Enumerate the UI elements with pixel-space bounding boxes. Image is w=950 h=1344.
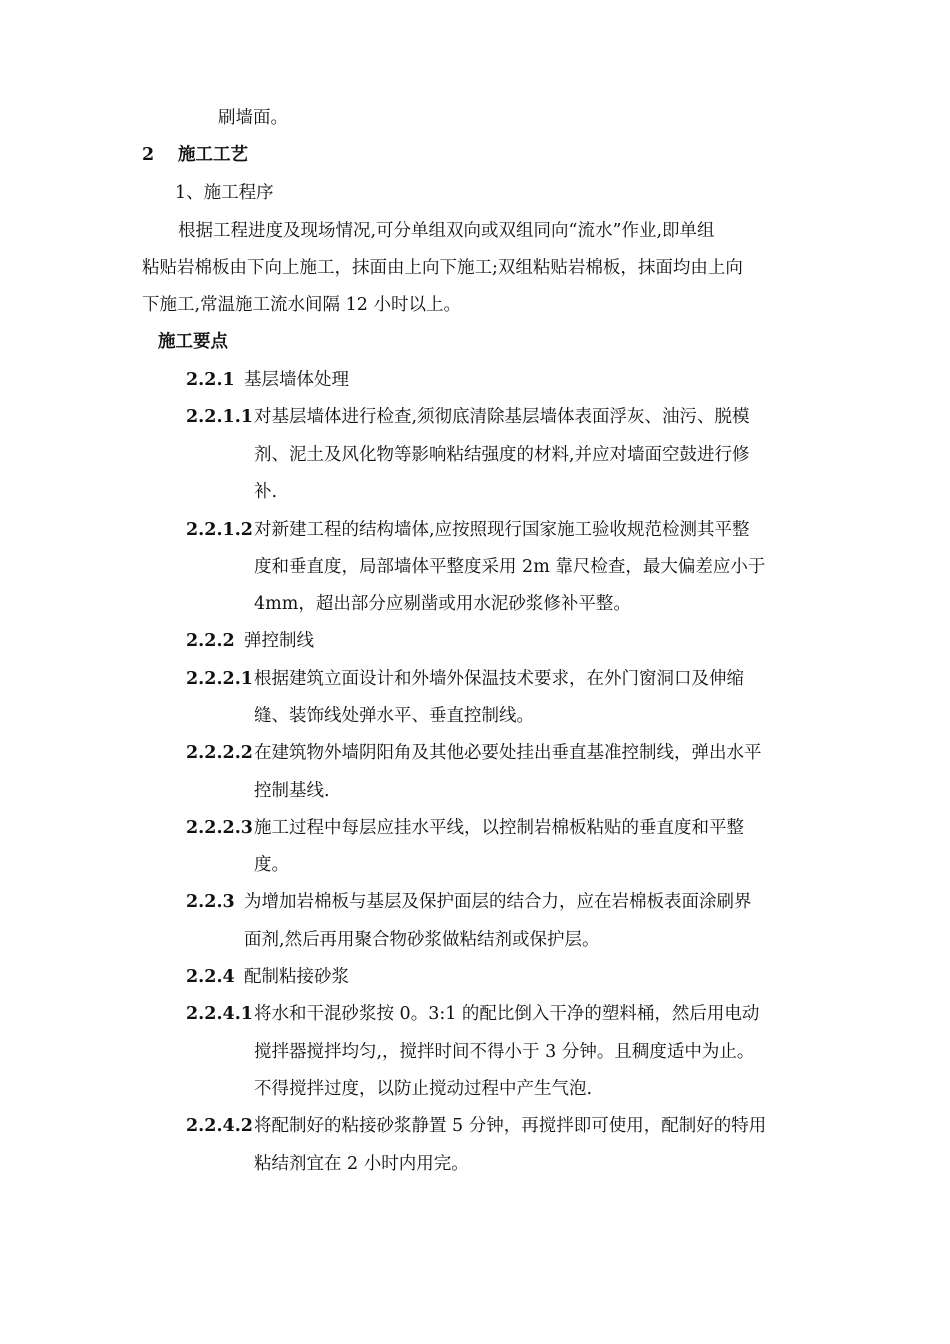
item-number: 2.2.1.1	[186, 407, 253, 427]
item-text-line: 补.	[254, 482, 278, 502]
item-text-line: 不得搅拌过度，以防止搅动过程中产生气泡.	[254, 1079, 593, 1099]
item-text-line: 将水和干混砂浆按 0。3:1 的配比倒入干净的塑料桶，然后用电动	[254, 1004, 760, 1024]
item-text-line: 缝、装饰线处弹水平、垂直控制线。	[254, 706, 534, 726]
step1-heading: 1、施工程序	[175, 183, 274, 203]
item-text-line: 剂、泥土及风化物等影响粘结强度的材料,并应对墙面空鼓进行修	[254, 445, 750, 465]
item-text-line: 度。	[254, 855, 289, 875]
section-number: 2	[142, 145, 155, 165]
item-text-line: 将配制好的粘接砂浆静置 5 分钟，再搅拌即可使用，配制好的特用	[254, 1116, 767, 1136]
item-number: 2.2.4.2	[186, 1116, 253, 1136]
item-text-line: 在建筑物外墙阴阳角及其他必要处挂出垂直基准控制线，弹出水平	[254, 743, 762, 763]
section-title: 施工工艺	[178, 145, 248, 165]
step1-body-line: 粘贴岩棉板由下向上施工，抹面由上向下施工;双组粘贴岩棉板，抹面均由上向	[142, 258, 743, 278]
item-text-line: 对基层墙体进行检查,须彻底清除基层墙体表面浮灰、油污、脱模	[254, 407, 750, 427]
item-text-line: 弹控制线	[244, 631, 314, 651]
intro-tail-text: 刷墙面。	[218, 108, 288, 128]
item-text-line: 施工过程中每层应挂水平线，以控制岩棉板粘贴的垂直度和平整	[254, 818, 744, 838]
item-number: 2.2.2.1	[186, 669, 253, 689]
item-text-line: 根据建筑立面设计和外墙外保温技术要求，在外门窗洞口及伸缩	[254, 669, 744, 689]
item-text-line: 配制粘接砂浆	[244, 967, 349, 987]
item-number: 2.2.2.2	[186, 743, 253, 763]
item-text-line: 4mm，超出部分应剔凿或用水泥砂浆修补平整。	[254, 594, 631, 614]
item-text-line: 控制基线.	[254, 781, 330, 801]
item-number: 2.2.1	[186, 370, 235, 390]
item-text-line: 基层墙体处理	[244, 370, 349, 390]
item-number: 2.2.4.1	[186, 1004, 253, 1024]
item-number: 2.2.1.2	[186, 520, 253, 540]
item-number: 2.2.2	[186, 631, 235, 651]
step1-body-line: 下施工,常温施工流水间隔 12 小时以上。	[142, 295, 461, 315]
item-text-line: 为增加岩棉板与基层及保护面层的结合力，应在岩棉板表面涂刷界	[244, 892, 752, 912]
item-text-line: 对新建工程的结构墙体,应按照现行国家施工验收规范检测其平整	[254, 520, 750, 540]
key-points-heading: 施工要点	[158, 332, 228, 352]
item-text-line: 面剂,然后再用聚合物砂浆做粘结剂或保护层。	[244, 930, 600, 950]
item-text-line: 度和垂直度，局部墙体平整度采用 2m 靠尺检查，最大偏差应小于	[254, 557, 766, 577]
item-number: 2.2.4	[186, 967, 235, 987]
item-text-line: 粘结剂宜在 2 小时内用完。	[254, 1154, 469, 1174]
step1-body-line: 根据工程进度及现场情况,可分单组双向或双组同向“流水”作业,即单组	[178, 221, 715, 241]
item-text-line: 搅拌器搅拌均匀,，搅拌时间不得小于 3 分钟。且稠度适中为止。	[254, 1042, 755, 1062]
item-number: 2.2.3	[186, 892, 235, 912]
item-number: 2.2.2.3	[186, 818, 253, 838]
